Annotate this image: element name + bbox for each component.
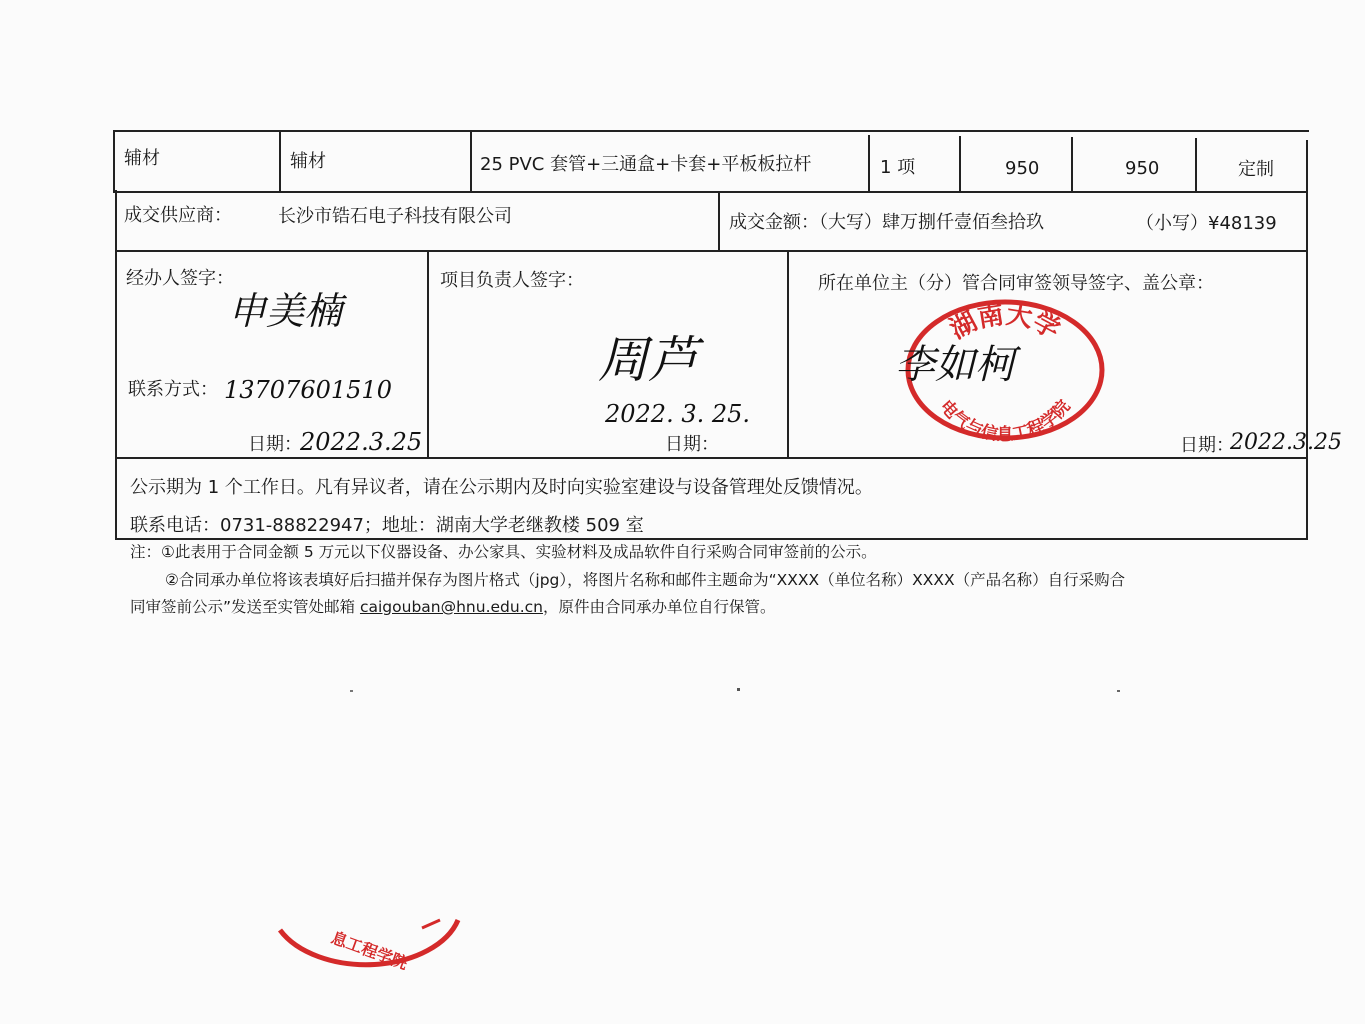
- table-left-border-lower: [115, 190, 117, 540]
- date-label-handler: 日期：: [248, 434, 302, 455]
- col-divider-3: [868, 135, 870, 192]
- col-divider-sign-2: [787, 251, 789, 458]
- cell-category: 辅材: [124, 148, 160, 169]
- leader-label: 所在单位主（分）管合同审签领导签字、盖公章：: [818, 273, 1214, 294]
- contact-value: 13707601510: [224, 376, 392, 404]
- contact-line: 联系电话：0731-88822947；地址：湖南大学老继教楼 509 室: [130, 515, 644, 536]
- project-lead-signature: 周芦: [598, 331, 698, 389]
- table-right-border: [1306, 140, 1308, 540]
- col-divider-supplier: [718, 192, 720, 251]
- cell-spec: 25 PVC 套管+三通盒+卡套+平板板拉杆: [480, 154, 812, 175]
- row-divider-2: [115, 250, 1308, 252]
- row-divider-3: [115, 457, 1308, 459]
- handler-signature: 申美楠: [228, 289, 343, 333]
- col-divider-4: [959, 136, 961, 192]
- col-divider-sign-1: [427, 251, 429, 458]
- project-lead-date-handwritten: 2022. 3. 25.: [605, 400, 751, 428]
- col-divider-6: [1195, 138, 1197, 192]
- note-line-3-prefix: 同审签前公示”发送至实管处邮箱: [130, 598, 360, 616]
- col-divider-5: [1071, 137, 1073, 192]
- note-line-1: 注：①此表用于合同金额 5 万元以下仪器设备、办公家具、实验材料及成品软件自行采购合同审签前的公示。: [130, 543, 877, 561]
- supplier-label: 成交供应商：: [124, 205, 232, 226]
- note-line-3: [130, 600, 776, 616]
- scan-speck: [737, 688, 740, 691]
- date-label-leader: 日期：: [1180, 435, 1234, 456]
- email-link[interactable]: caigouban@hnu.edu.cn: [359, 598, 543, 616]
- partial-seal-text: 息工程学院: [328, 927, 411, 974]
- project-lead-label: 项目负责人签字：: [440, 270, 584, 291]
- svg-text:电气与信息工程学院: [935, 396, 1074, 445]
- seal-bottom-text: 电气与信息工程学院: [935, 396, 1075, 446]
- cell-quantity: 1 项: [880, 157, 916, 178]
- col-divider-1: [279, 131, 281, 192]
- cell-remark: 定制: [1238, 159, 1274, 180]
- cell-unit-price: 950: [1005, 158, 1040, 179]
- amount-small: （小写）¥48139: [1136, 213, 1277, 234]
- col-divider-2: [470, 132, 472, 192]
- date-value-handler: 2022.3.25: [300, 428, 423, 456]
- cell-total: 950: [1125, 158, 1160, 179]
- table-left-border: [113, 130, 115, 192]
- table-bottom-border: [115, 538, 1308, 540]
- partial-seal-icon: [270, 900, 470, 1000]
- scan-speck: [350, 690, 353, 692]
- seal-top-text: 湖南大学: [945, 299, 1065, 346]
- leader-signature: 李如柯: [895, 342, 1015, 388]
- cell-item-name: 辅材: [290, 151, 326, 172]
- handler-label: 经办人签字：: [126, 268, 234, 289]
- date-label-project-lead: 日期：: [665, 434, 719, 455]
- scan-speck: [1117, 690, 1120, 692]
- note-line-2: ②合同承办单位将该表填好后扫描并保存为图片格式（jpg），将图片名称和邮件主题命为“XXXX（单位名称）XXXX（产品名称）自行采购合: [165, 571, 1126, 589]
- contact-label: 联系方式：: [128, 379, 218, 400]
- amount-label: 成交金额：（大写）肆万捌仟壹佰叁拾玖: [729, 212, 1044, 233]
- table-top-border: [113, 130, 1309, 132]
- notice-text: 公示期为 1 个工作日。凡有异议者，请在公示期内及时向实验室建设与设备管理处反馈情况。: [130, 477, 873, 498]
- supplier-value: 长沙市锆石电子科技有限公司: [278, 206, 512, 227]
- date-value-leader: 2022.3.25: [1230, 430, 1342, 455]
- row-divider-1: [113, 191, 1308, 193]
- note-line-3-suffix: ，原件由合同承办单位自行保管。: [542, 598, 776, 616]
